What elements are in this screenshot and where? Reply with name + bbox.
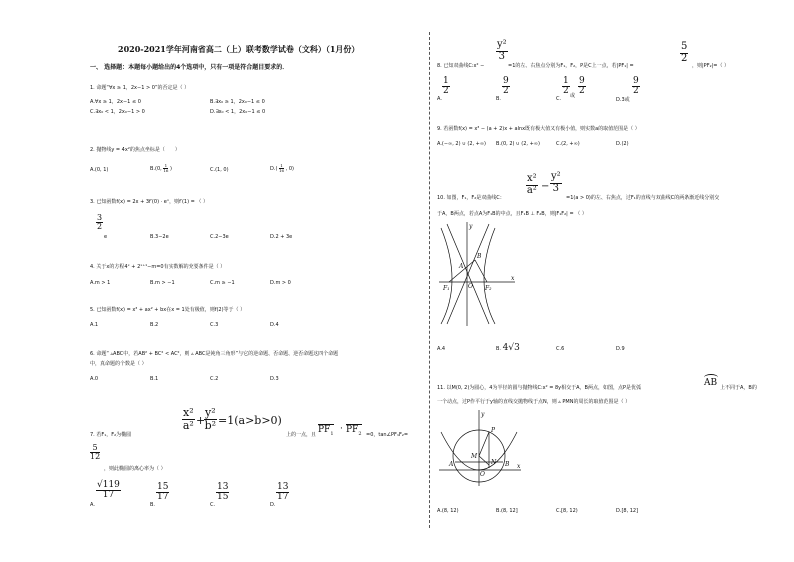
vector-pf1-subscript: 1 [330,430,334,437]
question-8-option-d-label: D.3或 [616,97,630,103]
ellipse-condition: =1(a>b>0) [218,414,282,427]
section-heading: 一、 选择题：本题每小题给出的4个选项中，只有一项是符合题目要求的． [90,64,289,71]
question-3-option-d: D.2 + 3e [270,234,293,240]
question-10-option-b-label: B. [496,346,502,352]
label-x: x [511,275,515,282]
fraction-numerator: x² [183,406,194,419]
fraction-numerator: 9 [633,76,639,86]
question-8-stem-c: ，则|PF₂|=（ ） [692,63,730,69]
question-10-y-term [550,172,562,194]
fraction-denominator: 2 [633,86,639,97]
question-2-option-b [150,164,172,173]
question-1-option-d: D.∃x₀ < 1，2x₀−1 ≤ 0 [210,109,266,115]
question-3-option-a-fraction [96,214,103,232]
question-2-stem: 2. 抛物线y = 4x²的焦点坐标是（ ） [90,147,180,153]
question-2-option-b-fraction [163,164,168,173]
question-4-option-b: B.m > −1 [150,280,175,286]
question-2-option-b-suffix: ) [170,166,172,173]
circle-parabola-figure [437,408,523,488]
question-7-stem-prefix: 7. 若F₁，F₂为椭圆 [90,432,132,438]
fraction-numerator: 13 [277,482,289,492]
question-7-stem-tail: =0，tan∠PF₁F₂= [366,432,409,438]
fraction-numerator: 5 [681,41,688,52]
fraction-denominator: a² [182,418,194,432]
fraction-denominator: 3 [552,182,560,194]
question-7-option-c-fraction [216,483,229,503]
question-9-option-a: A.(−∞, 2) ∪ (2, +∞) [437,141,486,147]
question-10-stem-b: =1(a > 0)的左、右焦点，过F₁的直线与双曲线C的两条渐近线分别交 [566,195,720,201]
question-9-option-c: C.(2, +∞) [556,141,580,147]
label-o: O [468,283,473,290]
arc-mark [704,374,718,381]
question-7-option-b-fraction [156,483,169,503]
question-8-option-c-label: C. [556,96,562,102]
question-8-option-a-label: A. [437,96,442,102]
label-b: B [477,253,482,260]
fraction-numerator: √119 [97,480,120,490]
question-7-stem-middle: 上的一点，且 [286,432,317,438]
question-8-option-c-fraction-2 [578,77,586,97]
question-4-option-a: A.m > 1 [90,280,111,286]
question-9-option-b: B.(0, 2) ∪ (2, +∞) [496,141,540,147]
fraction-denominator: 16 [278,168,285,174]
vector-pf2 [346,424,362,437]
question-10-minus: − [541,181,550,192]
page-title: 2020-2021学年河南省高二（上）联考数学试卷（文科）（1月份） [118,44,360,54]
vector-pf2-subscript: 2 [358,430,362,437]
fraction-numerator: 1 [563,76,569,86]
question-10-option-b [496,343,520,353]
question-2-option-d-fraction [279,164,284,173]
label-a: A [459,263,464,270]
question-10-option-b-value: 4√3 [502,343,520,353]
fraction-numerator: 1 [443,76,449,86]
fraction-denominator: 17 [277,492,289,503]
vector-pf1 [318,424,334,437]
question-4-option-d: D.m > 0 [270,280,291,286]
question-10-option-c: C.6 [556,346,565,352]
question-8-option-b-label: B. [496,96,502,102]
question-3-stem: 3. 已知函数f(x) = 2x + 3f′(0) · eˣ，则f′(1) = （ ） [90,199,209,205]
vector-pf1-text: PF [318,425,331,435]
line-m-n [479,456,489,465]
hyperbola-left-branch [441,228,452,324]
question-2-option-d-prefix: D.( [270,166,278,173]
question-5-option-c: C.3 [210,322,219,328]
question-7-option-d-label: D. [270,502,276,508]
question-2-option-c: C.(1, 0) [210,167,229,173]
ellipse-plus-sign: + [196,414,206,427]
question-6-option-b: B.1 [150,376,159,382]
question-5-stem: 5. 已知函数f(x) = x³ + ax² + bx在x = 1处有极值，则f(2)等于（ ） [90,307,246,313]
question-3-option-c: C.2−3e [210,234,229,240]
hyperbola-right-branch [484,228,495,324]
arc-ab-text: AB [704,378,718,388]
label-y: y [481,411,485,418]
question-7-tan-fraction [90,444,100,462]
question-11-option-c: C.[8, 12) [556,508,578,514]
question-5-option-b: B.2 [150,322,159,328]
question-2-option-d [270,164,294,173]
fraction-denominator: 2 [579,86,585,97]
question-11-stem-line2: 一个动点，过P作平行于y轴的直线交抛物线于点N，则 ▵ PMN的周长的取值范围是（ ） [437,399,631,405]
question-2-option-b-prefix: B.(0, [150,166,162,173]
fraction-numerator: 1 [164,163,168,168]
question-11-option-d: D.[8, 12] [616,508,639,514]
label-a: A [449,461,454,468]
question-1-option-a: A.∀x ≥ 1，2x−1 ≤ 0 [90,99,141,105]
label-b: B [505,461,510,468]
question-6-stem: 6. 命题“ ▵ABC中，若AB² + BC² < AC²，则 ▵ ABC是钝角三角形”与它的逆命题、否命题、逆否命题这四个命题 [90,351,339,357]
question-11-option-a: A.(8, 12) [437,508,459,514]
fraction-numerator: y² [205,406,216,419]
question-4-stem: 4. 关于x的方程4ˣ + 2ˣ⁺¹−m=0有实数解的充要条件是（ ） [90,264,226,270]
question-5-option-d: D.4 [270,322,279,328]
question-6-option-a: A.0 [90,376,99,382]
column-divider [429,32,431,528]
question-7-option-d-fraction [276,483,289,503]
question-10-x-term [526,174,538,196]
fraction-denominator: 2 [563,86,569,97]
hyperbola-figure [437,220,517,328]
fraction-numerator: 1 [280,163,283,168]
question-11-stem-b: 上不同于A，B的 [720,385,757,391]
question-11-option-b: B.(8, 12] [496,508,518,514]
fraction-numerator: 9 [579,76,585,86]
fraction-denominator: 16 [163,168,169,174]
fraction-numerator: 15 [157,482,169,492]
label-m: M [471,453,478,460]
question-8-option-d-fraction [632,77,640,97]
fraction-denominator: 2 [503,86,509,97]
fraction-denominator: 17 [102,490,115,501]
question-5-option-a: A.1 [90,322,99,328]
ellipse-x-term [182,407,195,431]
question-7-stem-line2: ，则此椭圆的离心率为（ ） [104,466,166,472]
question-9-stem: 9. 若函数f(x) = x³ − (a + 2)x + alnx既有极大值又有极小值，则实数a的取值范围是（ ） [437,126,640,132]
fraction-denominator: 2 [681,52,688,64]
question-8-pf1-fraction [680,42,688,64]
fraction-numerator: 9 [503,76,509,86]
fraction-denominator: b² [204,418,217,432]
question-6-stem-line2: 中，真命题的个数是（ ） [90,361,147,367]
question-8-y2-over-3 [496,40,508,62]
question-8-option-b-fraction [502,77,510,97]
question-10-stem: 10. 如图，F₁，F₂是双曲线C： [437,195,505,201]
question-2-option-d-suffix: , 0) [285,166,294,173]
label-n: N [491,459,497,466]
fraction-denominator: 15 [217,492,229,503]
question-11-stem: 11. 以M(0, 2)为圆心，4为半径的圆与抛物线C:x² = 8y相交于A，B两点，如图，点P是优弧 [437,385,641,391]
question-1-option-c: C.∃x₀ < 1，2x₀−1 > 0 [90,109,145,115]
question-6-option-c: C.2 [210,376,219,382]
question-7-option-c-label: C. [210,502,216,508]
fraction-denominator: 2 [97,222,103,232]
label-y: y [469,223,473,230]
fraction-numerator: y² [497,39,507,50]
fraction-denominator: a² [526,184,537,196]
question-10-option-d: D.9 [616,346,625,352]
line-m-p [479,432,489,456]
question-9-option-d: D.(2) [616,141,629,147]
question-2-option-a: A.(0, 1) [90,167,109,173]
question-10-option-a: A.4 [437,346,446,352]
question-7-option-a-label: A. [90,502,95,508]
label-f2: F₂ [485,285,492,292]
question-8-stem-b: =1的左、右焦点分别为F₁，F₂，P是C上一点，若|PF₁| = [508,63,634,69]
question-10-stem-line2: 于A，B两点，若点A为F₁B的中点，且F₁B ⊥ F₂B，则|F₁F₂| = （ ） [437,211,587,217]
fraction-denominator: 3 [498,50,506,62]
question-3-option-a-tail: e [104,234,108,240]
question-8-option-c-fraction-1 [562,77,570,97]
question-8-stem: 8. 已知双曲线C:x² − [437,63,485,69]
fraction-denominator: 17 [157,492,169,503]
question-1-option-b: B.∃x₀ ≥ 1，2x₀−1 ≤ 0 [210,99,265,105]
fraction-numerator: 13 [217,482,229,492]
question-1-stem: 1. 命题“∀x ≥ 1，2x−1 > 0”的否定是（ ） [90,85,190,91]
question-7-option-b-label: B. [150,502,156,508]
label-f1: F₁ [443,285,450,292]
question-4-option-c: C.m ≥ −1 [210,280,235,286]
fraction-denominator: 2 [443,86,449,97]
question-7-option-a-fraction [96,481,121,501]
arc-ab [704,378,717,388]
label-p: P [491,427,496,434]
vector-pf2-text: PF [346,425,359,435]
fraction-numerator: 3 [97,213,103,222]
fraction-numerator: 5 [90,444,100,453]
fraction-numerator: y² [551,171,561,182]
label-o: O [480,471,485,478]
fraction-numerator: x² [527,173,537,184]
question-8-option-a-fraction [442,77,450,97]
question-3-option-b: B.3−2e [150,234,169,240]
label-x: x [517,463,521,470]
fraction-denominator: 12 [90,452,101,462]
question-6-option-d: D.3 [270,376,279,382]
question-8-option-c-or: 或 [570,93,576,99]
ellipse-y-term [204,407,217,431]
vector-dot: · [340,424,343,434]
